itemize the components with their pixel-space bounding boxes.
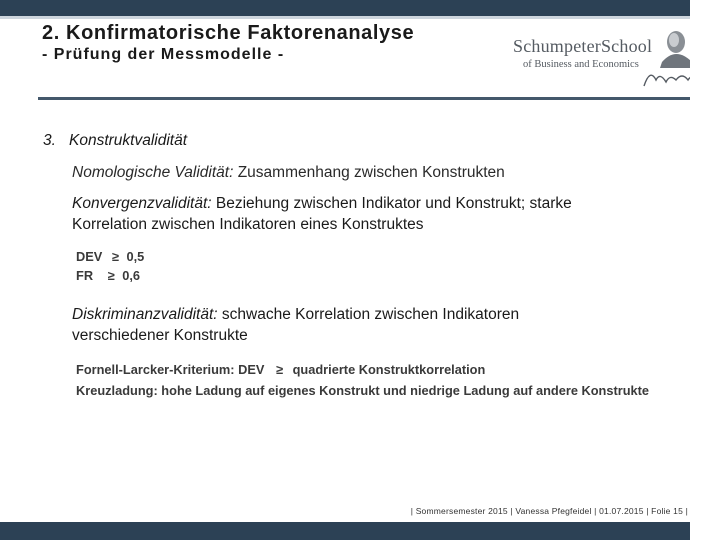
dev-value: 0,5 xyxy=(126,249,145,264)
cross-loading-criterion: Kreuzladung: hohe Ladung auf eigenes Konstrukt und niedrige Ladung auf andere Konstrukte xyxy=(76,383,650,398)
fornell-suffix: quadrierte Konstruktkorrelation xyxy=(292,362,486,377)
header-rule xyxy=(38,97,690,100)
section-number: 3. xyxy=(43,132,56,149)
logo-name: SchumpeterSchool xyxy=(513,36,653,56)
dev-criterion xyxy=(76,249,144,264)
geq-symbol: ≥ xyxy=(107,268,115,283)
discriminant-text: schwache Korrelation zwischen Indikatoren xyxy=(217,306,520,323)
fornell-larcker-criterion xyxy=(76,362,485,377)
discriminant-term: Diskriminanzvalidität: xyxy=(72,306,218,323)
nomological-line xyxy=(72,162,505,183)
school-logo xyxy=(505,28,703,98)
nomological-text: Zusammenhang zwischen Konstrukten xyxy=(233,164,505,181)
slide-subtitle: - Prüfung der Messmodelle - xyxy=(42,46,285,63)
fr-label: FR xyxy=(76,268,94,283)
fr-value: 0,6 xyxy=(122,268,141,283)
fr-criterion xyxy=(76,268,140,283)
logo-subtitle: of Business and Economics xyxy=(523,59,639,70)
dev-label: DEV xyxy=(76,249,103,264)
discriminant-line-2: verschiedener Konstrukte xyxy=(72,327,248,344)
convergent-line-1 xyxy=(72,193,572,214)
convergent-term: Konvergenzvalidität: xyxy=(72,195,212,212)
slide-title: 2. Konfirmatorische Faktorenanalyse xyxy=(42,22,415,44)
discriminant-line-1 xyxy=(72,304,519,325)
fornell-prefix: Fornell-Larcker-Kriterium: DEV xyxy=(76,362,265,377)
convergent-line-2: Korrelation zwischen Indikatoren eines Konstruktes xyxy=(72,216,424,233)
top-bar xyxy=(0,0,690,16)
right-margin xyxy=(690,0,720,540)
bottom-bar xyxy=(0,522,690,540)
top-bar-highlight xyxy=(0,16,690,19)
section-heading xyxy=(43,132,187,150)
geq-symbol: ≥ xyxy=(276,362,284,377)
geq-symbol: ≥ xyxy=(111,249,119,264)
convergent-text: Beziehung zwischen Indikator und Konstrukt; starke xyxy=(211,195,572,212)
section-title: Konstruktvalidität xyxy=(69,132,188,149)
nomological-term: Nomologische Validität: xyxy=(72,164,234,181)
footer-info: | Sommersemester 2015 | Vanessa Pfegfeidel | 01.07.2015 | Folie 15 | xyxy=(410,506,688,516)
